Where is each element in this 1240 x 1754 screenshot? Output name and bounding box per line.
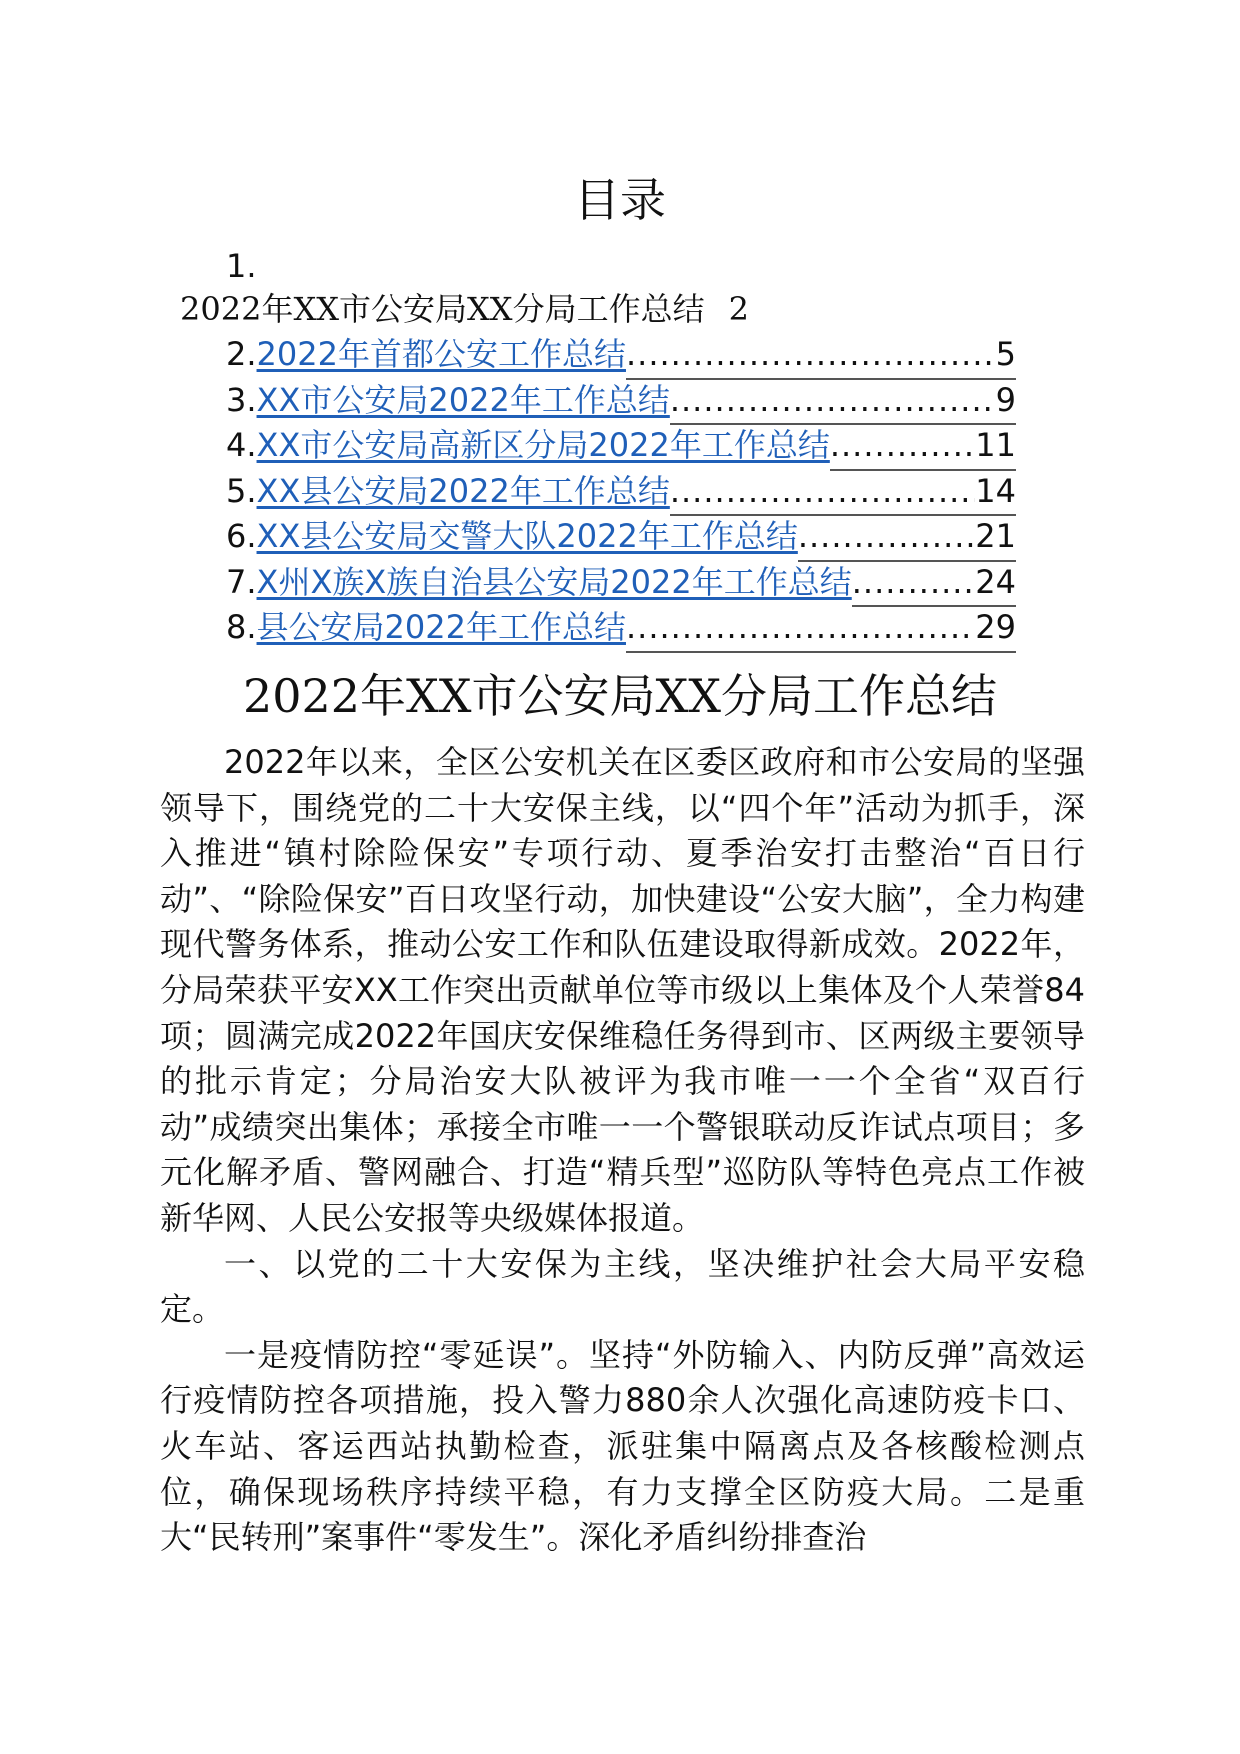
toc-item-number: 4. (226, 426, 257, 464)
toc-item-number: 6. (226, 517, 257, 555)
document-body (160, 740, 1085, 1561)
toc-item-link[interactable]: 2022年首都公安工作总结 (256, 335, 626, 373)
document-title: 2022年XX市公安局XX分局工作总结 (242, 669, 998, 723)
toc-item-link[interactable]: XX市公安局高新区分局2022年工作总结 (256, 426, 830, 464)
toc-dot-leader (670, 378, 996, 426)
toc-dot-leader (670, 469, 975, 517)
toc-item-page: 29 (975, 605, 1016, 653)
toc-item-page: 5 (996, 332, 1016, 380)
toc-item-1[interactable] (180, 287, 749, 331)
toc-title: 目录 (574, 173, 666, 227)
toc-dot-leader (626, 332, 996, 380)
toc-item-8[interactable] (226, 605, 1016, 651)
toc-item-7[interactable] (226, 560, 1016, 606)
toc-item-5[interactable] (226, 469, 1016, 515)
toc-item-page: 24 (975, 560, 1016, 608)
toc-item-number: 8. (226, 608, 257, 646)
toc-item-link[interactable]: XX县公安局2022年工作总结 (256, 471, 670, 510)
toc-item-page: 21 (975, 514, 1016, 562)
toc-dot-leader (852, 560, 976, 608)
toc-list (226, 332, 1016, 651)
toc-dot-leader (626, 605, 975, 653)
toc-item-page: 9 (996, 378, 1016, 426)
body-paragraph: 一是疫情防控“零延误”。坚持“外防输入、内防反弹”高效运行疫情防控各项措施，投入警力880余人次强化高速防疫卡口、火车站、客运西站执勤检查，派驻集中隔离点及各核酸检测点位，确保现场秩序持续平稳，有力支撑全区防疫大局。二是重大“民转刑”案事件“零发生”。深化矛盾纠纷排查治 (160, 1335, 1085, 1557)
body-paragraph: 2022年以来，全区公安机关在区委区政府和市公安局的坚强领导下，围绕党的二十大安保主线，以“四个年”活动为抓手，深入推进“镇村除险保安”专项行动、夏季治安打击整治“百日行动”、“除险保安”百日攻坚行动，加快建设“公安大脑”，全力构建现代警务体系，推动公安工作和队伍建设取得新成效。2022年，分局荣获平安XX工作突出贡献单位等市级以上集体及个人荣誉84项；圆满完成2022年国庆安保维稳任务得到市、区两级主要领导的批示肯定；分局治安大队被评为我市唯一一个全省“双百行动”成绩突出集体；承接全市唯一一个警银联动反诈试点项目；多元化解矛盾、警网融合、打造“精兵型”巡防队等特色亮点工作被新华网、人民公安报等央级媒体报道。 (160, 743, 1085, 1237)
toc-item-4[interactable] (226, 423, 1016, 469)
section-heading: 一、以党的二十大安保为主线，坚决维护社会大局平安稳定。 (160, 1244, 1085, 1329)
toc-item-number: 7. (226, 562, 257, 601)
toc-item-number: 5. (226, 471, 257, 510)
toc-item-link[interactable]: XX县公安局交警大队2022年工作总结 (256, 517, 798, 555)
toc-item-number: 3. (226, 380, 257, 419)
toc-item-number: 2. (226, 335, 257, 373)
toc-dot-leader (798, 514, 975, 562)
toc-item-page: 11 (975, 423, 1016, 471)
toc-item-link[interactable]: XX市公安局2022年工作总结 (256, 380, 670, 419)
toc-dot-leader (830, 423, 975, 471)
toc-item-3[interactable] (226, 378, 1016, 424)
toc-item-link[interactable]: 县公安局2022年工作总结 (256, 608, 626, 646)
toc-item-1-page: 2 (728, 290, 749, 328)
toc-item-6[interactable] (226, 514, 1016, 560)
toc-item-page: 14 (975, 469, 1016, 517)
toc-item-1-number: 1. (226, 247, 257, 285)
toc-item-link[interactable]: X州X族X族自治县公安局2022年工作总结 (256, 562, 852, 601)
toc-item-2[interactable] (226, 332, 1016, 378)
toc-item-1-label: 2022年XX市公安局XX分局工作总结 (180, 290, 705, 328)
